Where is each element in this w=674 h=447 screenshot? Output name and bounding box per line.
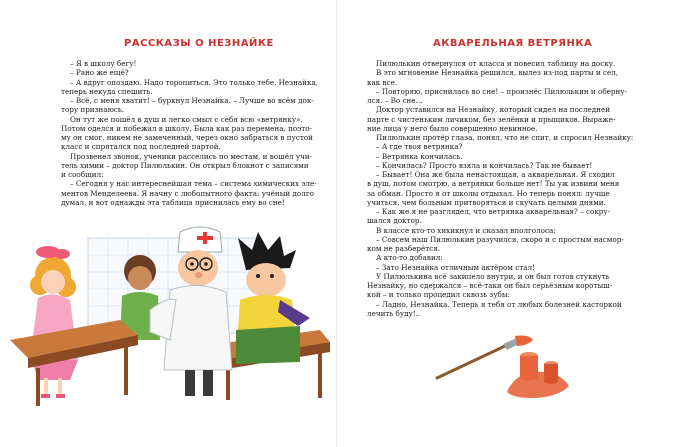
right-page-text-line: В это мгновение Незнайка решился, вылез из-под парты и сел, — [376, 68, 619, 78]
left-page-text-line: Прозвенел звонок, ученики расселись по местам, и вошёл учи- — [70, 151, 313, 161]
right-page-text-line: парте с чистеньким личиком, без зелёнки и прыщиков. Выраже- — [367, 114, 616, 124]
left-page-text-line: ментов Менделеева. Я начну с любопытного факта: учёный долго — [61, 188, 314, 198]
paint-brush-icon — [437, 336, 533, 379]
right-page-text-line: ком не разберётся. — [367, 244, 441, 253]
left-page-text-line: – Я в школу бегу! — [70, 59, 137, 68]
left-page-text-line: думал, и вот однажды эта таблица приснилась ему во сне! — [61, 197, 285, 207]
right-running-head: АКВАРЕЛЬНАЯ ВЕТРЯНКА — [433, 38, 593, 49]
right-page-text-line: – Совсем наш Пилюлькин разучился, скоро и с простым насмор- — [376, 234, 624, 244]
right-page-text-line: лечить буду!.. — [367, 308, 421, 318]
left-page-text-line: класс и спрятался под последней партой. — [61, 142, 221, 152]
paint-jar-icon — [507, 352, 569, 398]
left-page-text-line: теперь некуда спешить. — [61, 86, 153, 96]
right-page-text-line: шался доктор. — [367, 216, 422, 226]
right-page-text-line: А кто-то добавил: — [376, 253, 443, 263]
right-page-text-line: Пилюлькин отвернулся от класса и повесил таблицу на доску. — [376, 59, 616, 68]
right-page-text-line: кой – и только процедил сквозь зубы: — [367, 290, 511, 300]
brush-and-paint-illustration — [337, 0, 674, 447]
right-page-text-line: – Как же я не разглядел, что ветрянка акварельная? – сокру- — [376, 207, 611, 216]
right-page-text-line: – Ладно, Незнайка. Теперь я тебя от любых болезней касторкой — [376, 299, 622, 309]
neznayka-student — [236, 232, 310, 364]
right-page-text-line: лся. – Во сне… — [367, 96, 423, 105]
left-page-text-line: – Всё, с меня хватит! – буркнул Незнайка. – Лучше во всём док- — [70, 96, 314, 105]
right-page-text-line: – А где твоя ветрянка? — [376, 142, 463, 152]
left-running-head: РАССКАЗЫ О НЕЗНАЙКЕ — [124, 38, 274, 49]
right-page-text-line: – Кончилась? Просто взяла и кончилась? Так не бывает! — [376, 160, 593, 170]
left-page-text-line: – А вдруг опоздаю. Надо торопиться. Это только тебе, Незнайка, — [70, 77, 319, 87]
right-page — [337, 0, 674, 447]
right-page-text-line: Пилюлькин протёр глаза, понял, что не спит, и спросил Незнайку: — [376, 133, 634, 142]
right-page-text-line: Незнайку, но сдержался – всё-таки он был серьёзным коротыш- — [367, 281, 613, 290]
right-page-text-line: учиться, чем больным притворяться и скучать целыми днями. — [367, 197, 606, 207]
right-page-text-line: в душ, потом смотрю, а ветрянки больше нет! Ты уж извини меня — [367, 179, 620, 189]
right-page-text-line: за обман. Просто я от школы отдыхал. Но теперь понял: лучше — [367, 188, 610, 198]
left-page-text-line: му он смог, никем не замеченный, через окно забраться в пустой — [61, 133, 313, 142]
right-page-text-line: У Пилюлькина всё закипело внутри, и он был готов стукнуть — [376, 271, 610, 281]
right-page-text-line: ние лица у него было совершенно невинное. — [367, 123, 538, 133]
right-page-text-line: – Зато Незнайка отличным актёром стал! — [376, 262, 535, 272]
left-page-text-line: и сообщил: — [61, 170, 104, 179]
right-page-text-line: Доктор уставился на Незнайку, который сидел на последней — [376, 105, 611, 115]
left-page-text-line: – Сегодня у нас интереснейшая тема – система химических эле- — [70, 179, 317, 189]
left-page-text-line: тель химии – доктор Пилюлькин. Он открыл блокнот с записями — [61, 160, 309, 170]
left-page-text-line: – Рано же ещё? — [70, 68, 129, 78]
right-page-text-line: – Ветрянка кончилась. — [376, 151, 463, 161]
right-page-text-line: как все. — [367, 77, 398, 87]
right-page-text-line: В классе кто-то хихикнул и сказал вполголоса: — [376, 225, 556, 235]
left-page-text-line: тору признаюсь. — [61, 105, 125, 115]
left-page-text-line: Потом оделся и побежал в школу. Была как раз перемена, поэто- — [61, 123, 312, 133]
left-page-text-line: Он тут же пошёл в душ и легко смыл с себя всю «ветрянку». — [70, 114, 303, 124]
right-page-text-line: – Повторяю, приснилась во сне! – произнёс Пилюлькин и оберну- — [376, 86, 627, 96]
right-page-text-line: – Бывает! Она же была ненастоящая, а акварельная. Я сходил — [376, 170, 615, 179]
